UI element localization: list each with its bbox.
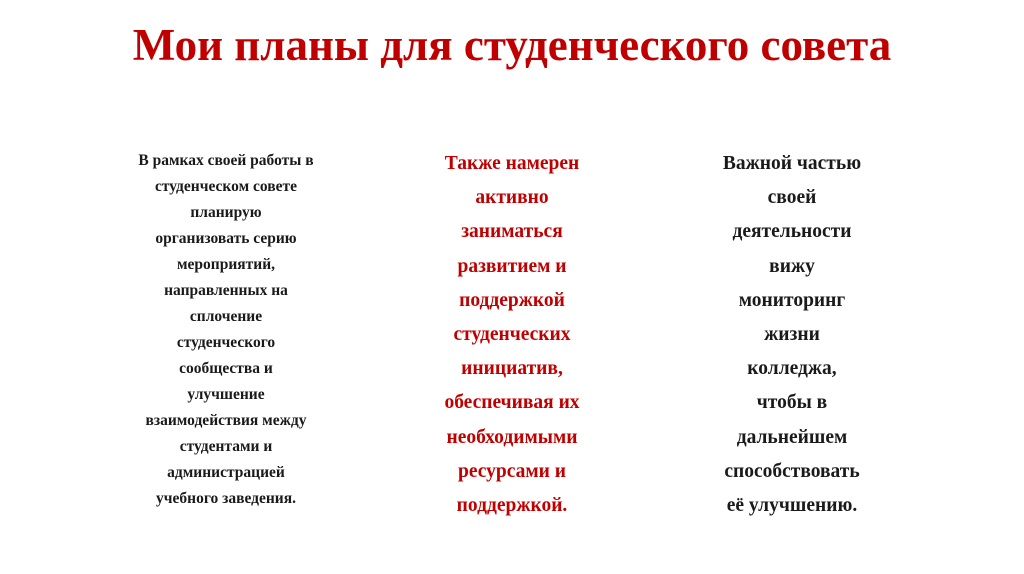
left-column-text: В рамках своей работы в студенческом совете планирую организовать серию мероприятий, направленных на сплочение студенческого сообщества и улучшение взаимодействия между студентами и администрацией учебного заведения. xyxy=(138,152,314,507)
slide-title: Мои планы для студенческого совета xyxy=(132,20,892,70)
right-column-text: Важной частью своей деятельности вижу мониторинг жизни колледжа, чтобы в дальнейшем способствовать её улучшению. xyxy=(722,153,862,517)
middle-column-text: Также намерен активно заниматься развитием и поддержкой студенческих инициатив, обеспечивая их необходимыми ресурсами и поддержкой. xyxy=(444,153,580,517)
